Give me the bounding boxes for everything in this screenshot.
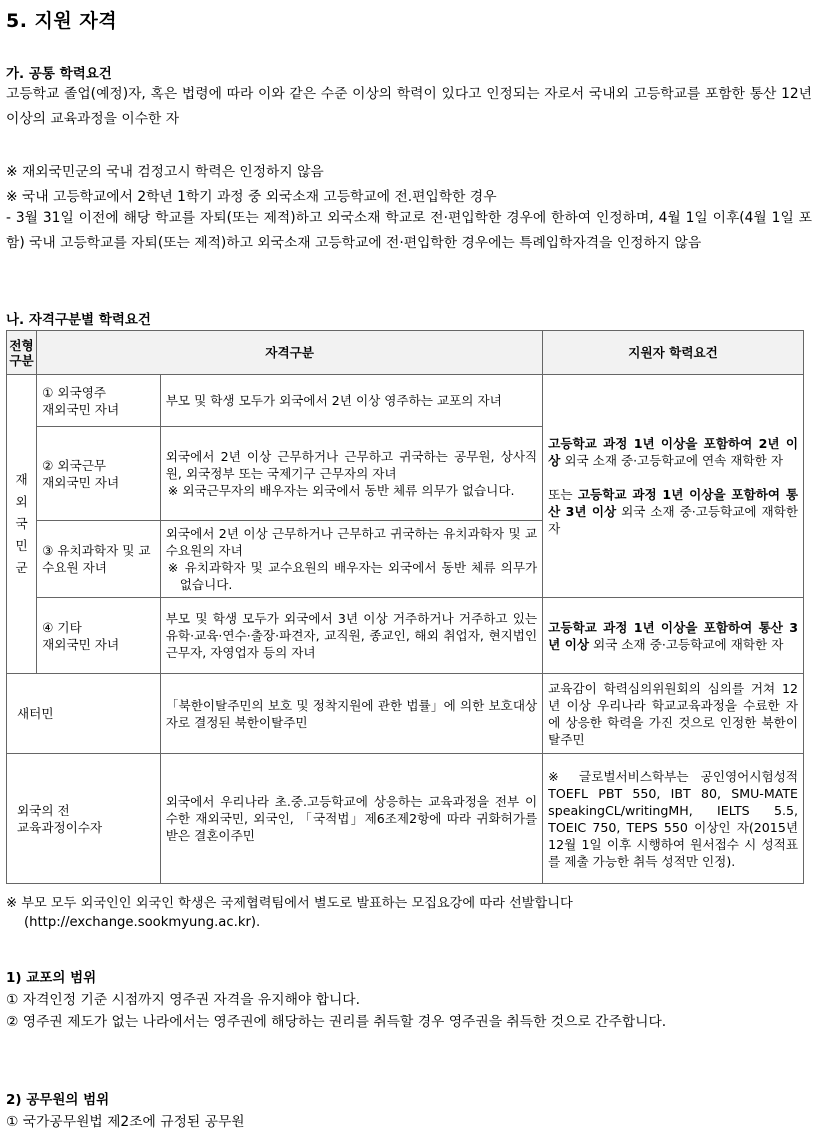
table-row	[7, 375, 804, 427]
desc-foreign-curriculum: 외국에서 우리나라 초.중.고등학교에 상응하는 교육과정을 전부 이수한 재외국민, 외국인, 「국적법」제6조제2항에 따라 귀화허가를 받은 결혼이주민	[160, 754, 542, 884]
header-category: 자격구분	[37, 331, 543, 375]
cat-scientist: ③ 유치과학자 및 교수요원 자녀	[37, 521, 161, 598]
section-title: 5. 지원 자격	[6, 10, 118, 32]
note-transfer-detail: - 3월 31일 이전에 해당 학교를 자퇴(또는 제적)하고 외국소재 학교로 전·편입학한 경우에 한하여 인정하며, 4월 1일 이후(4월 1일 포함) 국내 고등학교를 자퇴(또는 제적)하고 외국소재 고등학교에 전·편입학한 경우에는 특례입학자격을 인정하지 않음	[6, 210, 812, 251]
desc-scientist: 외국에서 2년 이상 근무하거나 근무하고 귀국하는 유치과학자 및 교수요원의 자녀 ※ 유치과학자 및 교수요원의 배우자는 외국에서 동반 체류 의무가 없습니다.	[160, 521, 542, 598]
common-requirements-text: 고등학교 졸업(예정)자, 혹은 법령에 따라 이와 같은 수준 이상의 학력이 있다고 인정되는 자로서 국내외 고등학교를 포함한 통산 12년 이상의 교육과정을 이수한 자	[6, 86, 812, 127]
header-requirement: 지원자 학력요건	[543, 331, 804, 375]
civil-servant-item-1: ① 국가공무원법 제2조에 규정된 공무원	[6, 1114, 245, 1130]
cat-permanent-resident: ① 외국영주 재외국민 자녀	[37, 375, 161, 427]
heading-category-requirements: 나. 자격구분별 학력요건	[6, 312, 151, 328]
desc-defector: 「북한이탈주민의 보호 및 정착지원에 관한 법률」에 의한 보호대상자로 결정된 북한이탈주민	[160, 674, 542, 754]
desc-overseas-worker: 외국에서 2년 이상 근무하거나 근무하고 귀국하는 공무원, 상사직원, 외국정부 또는 국제기구 근무자의 자녀 ※ 외국근무자의 배우자는 외국에서 동반 체류 의무가 없습니다.	[160, 427, 542, 521]
kyopo-item-2: ② 영주권 제도가 없는 나라에서는 영주권에 해당하는 권리를 취득할 경우 영주권을 취득한 것으로 간주합니다.	[6, 1014, 667, 1030]
desc-other: 부모 및 학생 모두가 외국에서 3년 이상 거주하거나 거주하고 있는 유학·교육·연수·출장·파견자, 교직원, 종교인, 해외 취업자, 현지법인 근무자, 자영업자 등의 자녀	[160, 598, 542, 674]
cat-foreign-curriculum: 외국의 전 교육과정이수자	[7, 754, 161, 884]
heading-kyopo-scope: 1) 교포의 범위	[6, 970, 97, 986]
note-transfer: ※ 국내 고등학교에서 2학년 1학기 과정 중 외국소재 고등학교에 전.편입학한 경우	[6, 189, 497, 205]
footnote-foreign-students: ※ 부모 모두 외국인인 외국인 학생은 국제협력팀에서 별도로 발표하는 모집요강에 따라 선발합니다	[6, 896, 573, 911]
note-spouse: ※ 외국근무자의 배우자는 외국에서 동반 체류 의무가 없습니다.	[167, 483, 515, 498]
table-row	[7, 674, 804, 754]
heading-common-requirements: 가. 공통 학력요건	[6, 66, 112, 82]
cat-other: ④ 기타 재외국민 자녀	[37, 598, 161, 674]
req-part: 또는 고등학교 과정 1년 이상을 포함하여 통산 3년 이상 외국 소재 중·고등학교에 재학한 자	[548, 487, 799, 536]
req-part: 고등학교 과정 1년 이상을 포함하여 2년 이상 외국 소재 중·고등학교에 연속 재학한 자	[548, 436, 798, 468]
requirements-table	[6, 330, 804, 884]
table-row	[7, 754, 804, 884]
note-scientist-spouse: ※ 유치과학자 및 교수요원의 배우자는 외국에서 동반 체류 의무가 없습니다.	[167, 560, 538, 592]
req-overseas-123	[543, 375, 804, 598]
heading-civil-servant-scope: 2) 공무원의 범위	[6, 1092, 110, 1108]
req-other: 고등학교 과정 1년 이상을 포함하여 통산 3년 이상 외국 소재 중·고등학교에 재학한 자	[543, 598, 804, 674]
note-ged: ※ 재외국민군의 국내 검정고시 학력은 인정하지 않음	[6, 164, 324, 180]
header-type: 전형 구분	[7, 331, 37, 375]
cat-defector: 새터민	[7, 674, 161, 754]
group-overseas-koreans: 재 외 국 민 군	[7, 375, 37, 674]
desc-permanent-resident: 부모 및 학생 모두가 외국에서 2년 이상 영주하는 교포의 자녀	[160, 375, 542, 427]
table-row	[7, 598, 804, 674]
req-defector: 교육감이 학력심의위원회의 심의를 거쳐 12년 이상 우리나라 학교교육과정을 수료한 자에 상응한 학력을 가진 것으로 인정한 북한이탈주민	[543, 674, 804, 754]
cat-overseas-worker: ② 외국근무 재외국민 자녀	[37, 427, 161, 521]
footnote-link[interactable]: (http://exchange.sookmyung.ac.kr).	[24, 915, 261, 930]
kyopo-item-1: ① 자격인정 기준 시점까지 영주권 자격을 유지해야 합니다.	[6, 992, 360, 1008]
req-foreign-curriculum: ※ 글로벌서비스학부는 공인영어시험성적 TOEFL PBT 550, IBT 80, SMU-MATE speakingCL/writingMH, IELTS 5.5, TOEIC 750, TEPS 550 이상인 자(2015년 12월 1일 이후 시행하여 원서접수 시 성적표를 제출 가능한 취득 성적만 인정).	[543, 754, 804, 884]
